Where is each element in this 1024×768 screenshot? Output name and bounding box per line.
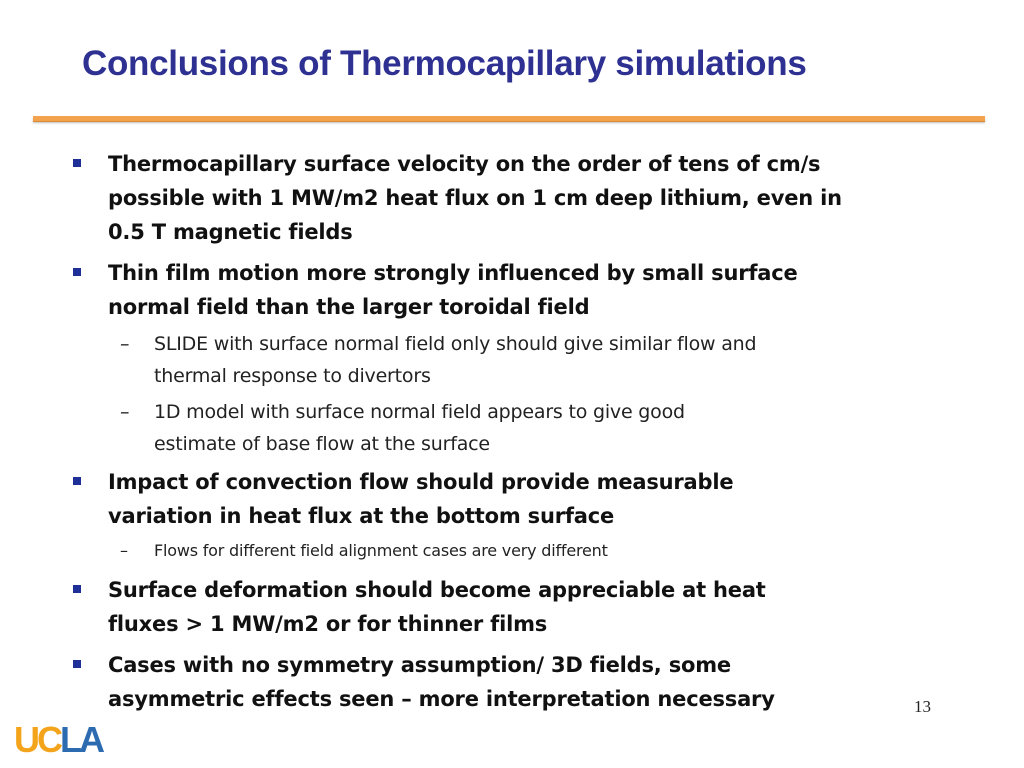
dash-bullet-icon: – — [120, 401, 130, 423]
ucla-logo — [14, 721, 102, 759]
bullet-line: Surface deformation should become appreciable at heat — [108, 578, 766, 602]
sub-bullet-line: SLIDE with surface normal field only should give similar flow and — [154, 333, 757, 355]
bullet-item — [108, 648, 980, 716]
bullet-line: asymmetric effects seen – more interpretation necessary — [108, 687, 775, 711]
bullet-item — [108, 256, 980, 324]
logo-text-la: LA — [60, 719, 102, 760]
bullet-line: possible with 1 MW/m2 heat flux on 1 cm deep lithium, even in — [108, 186, 842, 210]
sub-bullet-line: thermal response to divertors — [154, 365, 431, 387]
sub-bullet-line: 1D model with surface normal field appears to give good — [154, 401, 685, 423]
bullet-line: Thermocapillary surface velocity on the order of tens of cm/s — [108, 152, 821, 176]
bullet-line: fluxes > 1 MW/m2 or for thinner films — [108, 612, 548, 636]
bullet-item — [108, 573, 980, 641]
slide-title: Conclusions of Thermocapillary simulations — [82, 44, 807, 83]
bullet-line: Impact of convection flow should provide measurable — [108, 470, 734, 494]
bullet-line: variation in heat flux at the bottom surface — [108, 504, 615, 528]
sub-bullet-item — [120, 540, 954, 562]
sub-bullet-line: estimate of base flow at the surface — [154, 433, 490, 455]
square-bullet-icon — [73, 159, 81, 167]
bullet-item — [108, 147, 980, 249]
square-bullet-icon — [73, 585, 81, 593]
bullet-line: 0.5 T magnetic fields — [108, 220, 353, 244]
sub-bullet-line: Flows for different field alignment cases are very different — [154, 541, 608, 560]
square-bullet-icon — [73, 477, 81, 485]
bullet-line: Thin film motion more strongly influenced by small surface — [108, 261, 798, 285]
bullet-line: normal field than the larger toroidal field — [108, 295, 590, 319]
dash-bullet-icon: – — [120, 541, 128, 560]
bullet-item — [108, 465, 980, 533]
sub-bullet-item — [120, 396, 954, 460]
square-bullet-icon — [73, 660, 81, 668]
bullet-line: Cases with no symmetry assumption/ 3D fields, some — [108, 653, 731, 677]
page-number: 13 — [914, 697, 931, 716]
logo-text-uc: UC — [14, 719, 60, 760]
dash-bullet-icon: – — [120, 333, 130, 355]
sub-bullet-item — [120, 328, 954, 392]
square-bullet-icon — [73, 268, 81, 276]
